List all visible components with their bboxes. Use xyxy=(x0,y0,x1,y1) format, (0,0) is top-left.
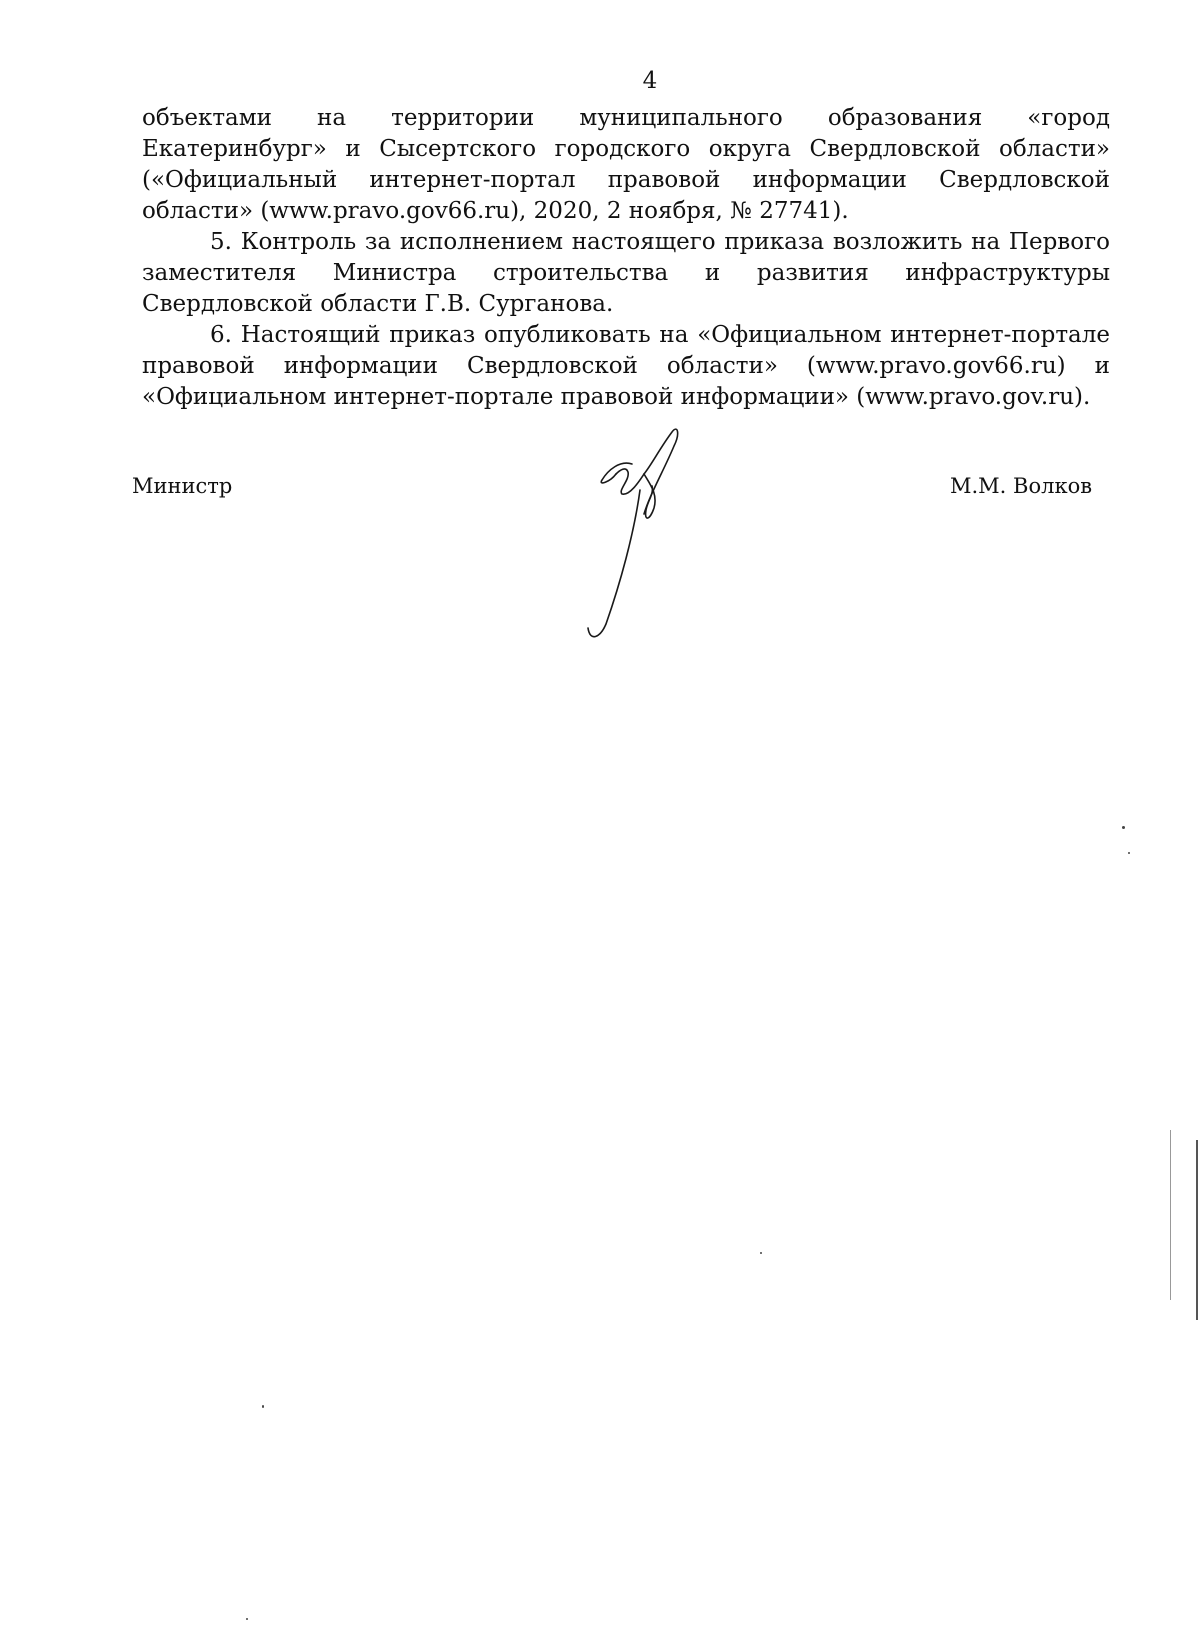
signature-block xyxy=(0,474,1200,674)
scan-edge-line-faint xyxy=(1170,1130,1171,1300)
signer-name: М.М. Волков xyxy=(950,474,1093,498)
paragraph-item-6: 6. Настоящий приказ опубликовать на «Официальном интернет-портале правовой информации Свердловской области» (www.pravo.gov66.ru) и «Официальном интернет-портале правовой информации» (www.pravo.gov.ru). xyxy=(142,322,1110,410)
document-body xyxy=(142,103,1110,413)
signer-position: Министр xyxy=(132,474,233,498)
handwritten-signature xyxy=(560,424,720,674)
scan-speck xyxy=(1122,826,1125,829)
paragraph-continuation: объектами на территории муниципального образования «город Екатеринбург» и Сысертского городского округа Свердловской области» («Официальный интернет-портал правовой информации Свердловской области» (www.pravo.gov66.ru), 2020, 2 ноября, № 27741). xyxy=(142,105,1110,224)
scan-speck xyxy=(760,1252,762,1254)
scan-speck xyxy=(1128,852,1130,854)
scan-speck xyxy=(246,1618,248,1620)
page-number: 4 xyxy=(642,68,658,94)
scan-speck xyxy=(262,1405,264,1408)
paragraph-item-5: 5. Контроль за исполнением настоящего приказа возложить на Первого заместителя Министра строительства и развития инфраструктуры Свердловской области Г.В. Сурганова. xyxy=(142,229,1110,317)
scan-edge-line xyxy=(1196,1140,1198,1320)
